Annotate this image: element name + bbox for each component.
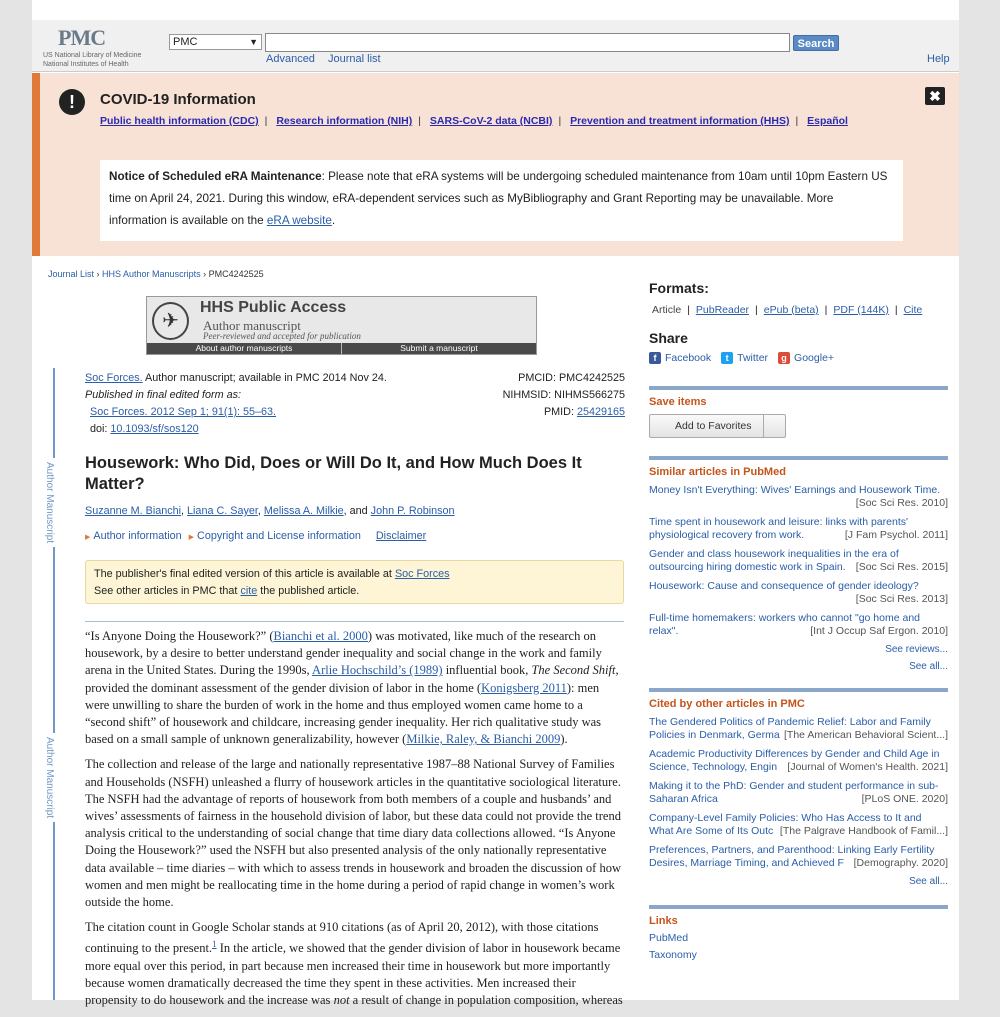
reference-link[interactable]: Bianchi et al. 2000 — [273, 629, 368, 643]
share-section — [649, 330, 948, 364]
author-link[interactable]: Melissa A. Milkie — [263, 505, 344, 517]
hhs-public-access-banner: ✈ HHS Public Access Author manuscript Peer-reviewed and accepted for publication About author manuscripts Submit a manuscript — [146, 296, 537, 355]
database-select[interactable]: PMC ▼ — [169, 34, 262, 50]
taxonomy-link[interactable]: Taxonomy — [649, 949, 697, 961]
list-item[interactable]: Gender and class housework inequalities in the era of outsourcing hiring domestic work in Spain. [Soc Sci Res. 2015] — [649, 548, 948, 573]
soc-forces-link[interactable]: Soc Forces — [394, 568, 450, 580]
era-website-link[interactable]: eRA website — [266, 214, 332, 227]
article-meta: Soc Forces. Author manuscript; available in PMC 2014 Nov 24. Published in final edited form as: Soc Forces. 2012 Sep 1; 91(1): 55–63. doi: 10.1093/sf/sos120 PMCID: PMC4242525 NIHMSID: NIHMS566275 PMID: 25429165 — [85, 372, 625, 435]
format-links: Article | PubReader | ePub (beta) | PDF (144K) | Cite — [652, 304, 923, 316]
share-facebook[interactable]: f Facebook — [649, 352, 711, 364]
see-all-link[interactable]: See all... — [909, 661, 948, 672]
doi-link[interactable]: 10.1093/sf/sos120 — [110, 423, 199, 435]
help-link[interactable]: Help — [927, 53, 950, 65]
links-heading: Links — [649, 915, 678, 927]
list-item[interactable]: Preferences, Partners, and Parenthood: Linking Early Fertility Desires, Marriage Timing, and Achieved F [Demography. 2020] — [649, 844, 948, 869]
covid-link-cdc[interactable]: Public health information (CDC) — [100, 115, 259, 127]
twitter-icon: t — [721, 352, 733, 364]
format-cite[interactable]: Cite — [903, 304, 923, 316]
publisher-notice: The publisher's final edited version of this article is available at Soc Forces See other articles in PMC that cite the published article. — [85, 560, 624, 604]
pmc-logo[interactable]: PMC US National Library of Medicine National Institutes of Health — [43, 25, 142, 68]
triangle-right-icon: ▶ — [85, 534, 91, 541]
footnote-link[interactable]: 1 — [212, 939, 217, 950]
author-list: Suzanne M. Bianchi, Liana C. Sayer, Melissa A. Milkie, and John P. Robinson — [85, 505, 455, 517]
see-reviews-link[interactable]: See reviews... — [885, 644, 948, 655]
list-item[interactable]: The Gendered Politics of Pandemic Relief: Labor and Family Policies in Denmark, Germa [The American Behavioral Scient...] — [649, 716, 948, 741]
citation-link[interactable]: Soc Forces. 2012 Sep 1; 91(1): 55–63. — [90, 406, 277, 418]
covid-link-ncbi[interactable]: SARS-CoV-2 data (NCBI) — [429, 115, 553, 127]
format-article: Article — [652, 304, 682, 316]
journal-list-link[interactable]: Journal list — [328, 53, 381, 65]
article-title: Housework: Who Did, Does or Will Do It, and How Much Does It Matter? — [85, 454, 582, 493]
paragraph: The citation count in Google Scholar stands at 910 citations (as of April 20, 2012), with those citations continuing to the present.$^1$ In the article, we showed that the gender division of labor in housework became more equal over this period, in part because men increased their time in housework but more importantly because women dramatically decreased the time they spent in these activities. Men increased their propensity to do housework and the increase was not a result of change in population composition, whereas — [85, 920, 623, 1008]
cited-by-heading: Cited by other articles in PMC — [649, 698, 805, 710]
author-manuscript-label: Author Manuscript — [44, 733, 55, 822]
format-pubreader[interactable]: PubReader — [695, 304, 750, 316]
covid-banner — [32, 73, 959, 256]
paragraph: “Is Anyone Doing the Housework?” (Bianchi et al. 2000) was motivated, like much of the research on housework, by a desire to better understand gender inequality and social change in the work and family arena in the United States. During the 1990s, Arlie Hochschild’s (1989) influential book, The Second Shift, provided the dominant assessment of the gender division of labor in the home (Konigsberg 2011): men were unwilling to share the burden of work in the home and thus employed women came home to a “second shift” of housework and childcare, increasing gender inequality. Her rich qualitative study was based on a small sample of unknown generalizability, however (Milkie, Raley, & Bianchi 2009). — [85, 629, 619, 747]
divider — [85, 621, 624, 622]
save-items-heading: Save items — [649, 396, 707, 408]
paragraph: The collection and release of the large and nationally representative 1987–88 National Survey of Families and Households (NSFH) unleashed a flurry of housework articles in the quantitative sociological literature. The NSFH had the advantage of reports of housework from both members of a couple and husbands’ and wives’ assessments of fairness in the household division of labor, but these data could not provide the trend analysis critical to the understanding of social change that time diary data collections allowed. “Is Anyone Doing the Housework?” used the NSFH but also presented analysis of the only nationally representative data available – time diaries – with which to assess trends in housework and broaden the discussion of how women and men might be reallocating time in the home during a period of rapid change in women’s work outside the home. — [85, 757, 621, 910]
hhs-eagle-icon: ✈ — [152, 302, 189, 340]
list-item[interactable]: Money Isn't Everything: Wives' Earnings and Housework Time. [Soc Sci Res. 2010] — [649, 484, 948, 509]
pmid-link[interactable]: 25429165 — [576, 406, 625, 418]
format-epub[interactable]: ePub (beta) — [763, 304, 819, 316]
article-info-links — [85, 530, 426, 542]
similar-articles-heading: Similar articles in PubMed — [649, 466, 786, 478]
covid-title: COVID-19 Information — [100, 91, 256, 108]
copyright-toggle[interactable]: Copyright and License information — [197, 530, 361, 542]
covid-link-hhs[interactable]: Prevention and treatment information (HHS) — [570, 115, 790, 127]
covid-link-nih[interactable]: Research information (NIH) — [276, 115, 413, 127]
share-heading: Share — [649, 330, 688, 346]
cited-by-section — [649, 688, 948, 887]
alert-icon: ! — [59, 89, 85, 115]
covid-links: Public health information (CDC) | Research information (NIH) | SARS-CoV-2 data (NCBI) | Prevention and treatment information (HHS) | Español — [100, 115, 848, 127]
about-author-manuscripts-link[interactable]: About author manuscripts — [195, 343, 293, 353]
search-header — [32, 20, 959, 72]
save-items-section — [649, 386, 948, 438]
list-item[interactable]: Academic Productivity Differences by Gender and Child Age in Science, Technology, Engin [Journal of Women's Health. 2021] — [649, 748, 948, 773]
similar-articles-section — [649, 456, 948, 672]
submit-manuscript-link[interactable]: Submit a manuscript — [341, 343, 536, 354]
close-icon[interactable]: ✖ — [925, 87, 945, 105]
reference-link[interactable]: Arlie Hochschild’s (1989) — [312, 663, 443, 678]
advanced-search-link[interactable]: Advanced — [266, 53, 315, 65]
maintenance-notice: Notice of Scheduled eRA Maintenance: Please note that eRA systems will be undergoing scheduled maintenance from 10am until 10pm Eastern US time on April 24, 2021. During this window, eRA-dependent services such as MyBibliography and Grant Reporting may be unavailable. More information is available on the eRA website. — [100, 160, 903, 241]
author-link[interactable]: Liana C. Sayer — [187, 505, 258, 517]
share-twitter[interactable]: t Twitter — [721, 352, 768, 364]
article-body — [85, 628, 625, 1017]
covid-link-espanol[interactable]: Español — [807, 115, 848, 127]
disclaimer-link[interactable]: Disclaimer — [375, 530, 427, 542]
list-item[interactable]: Housework: Cause and consequence of gender ideology? [Soc Sci Res. 2013] — [649, 580, 948, 605]
list-item[interactable]: Company-Level Family Policies: Who Has Access to It and What Are Some of Its Outc [The Palgrave Handbook of Famil...] — [649, 812, 948, 837]
share-googleplus[interactable]: g Google+ — [778, 352, 834, 364]
facebook-icon: f — [649, 352, 661, 364]
search-button[interactable]: Search — [793, 35, 839, 51]
format-pdf[interactable]: PDF (144K) — [833, 304, 889, 316]
reference-link[interactable]: Milkie, Raley, & Bianchi 2009 — [406, 732, 561, 747]
google-plus-icon: g — [778, 352, 790, 364]
reference-link[interactable]: Konigsberg 2011 — [481, 680, 567, 695]
dropdown-toggle[interactable] — [763, 415, 785, 437]
chevron-down-icon: ▼ — [249, 37, 258, 47]
see-all-link[interactable]: See all... — [909, 876, 948, 887]
cite-link[interactable]: cite — [240, 585, 258, 597]
pubmed-link[interactable]: PubMed — [649, 932, 689, 944]
author-manuscript-label: Author Manuscript — [44, 458, 55, 547]
author-link[interactable]: Suzanne M. Bianchi — [85, 505, 182, 517]
journal-link[interactable]: Soc Forces. — [85, 372, 143, 384]
author-link[interactable]: John P. Robinson — [370, 505, 455, 517]
list-item[interactable]: Full-time homemakers: workers who cannot "go home and relax". [Int J Occup Saf Ergon. 2010] — [649, 612, 948, 637]
formats-heading: Formats: — [649, 280, 709, 296]
page — [32, 0, 959, 1008]
links-section — [649, 905, 948, 961]
search-input[interactable] — [265, 33, 790, 52]
breadcrumb: Journal List › HHS Author Manuscripts › PMC4242525 — [48, 269, 264, 279]
author-information-toggle[interactable]: Author information — [93, 530, 182, 542]
add-to-favorites-button[interactable]: Add to Favorites — [649, 414, 786, 438]
triangle-right-icon: ▶ — [188, 534, 195, 541]
list-item[interactable]: Making it to the PhD: Gender and student performance in sub-Saharan Africa [PLoS ONE. 2020] — [649, 780, 948, 805]
breadcrumb-hhs[interactable]: HHS Author Manuscripts — [102, 269, 201, 279]
right-sidebar — [649, 280, 948, 961]
breadcrumb-journal-list[interactable]: Journal List — [48, 269, 95, 279]
list-item[interactable]: Time spent in housework and leisure: links with parents' physiological recovery from work. [J Fam Psychol. 2011] — [649, 516, 948, 541]
